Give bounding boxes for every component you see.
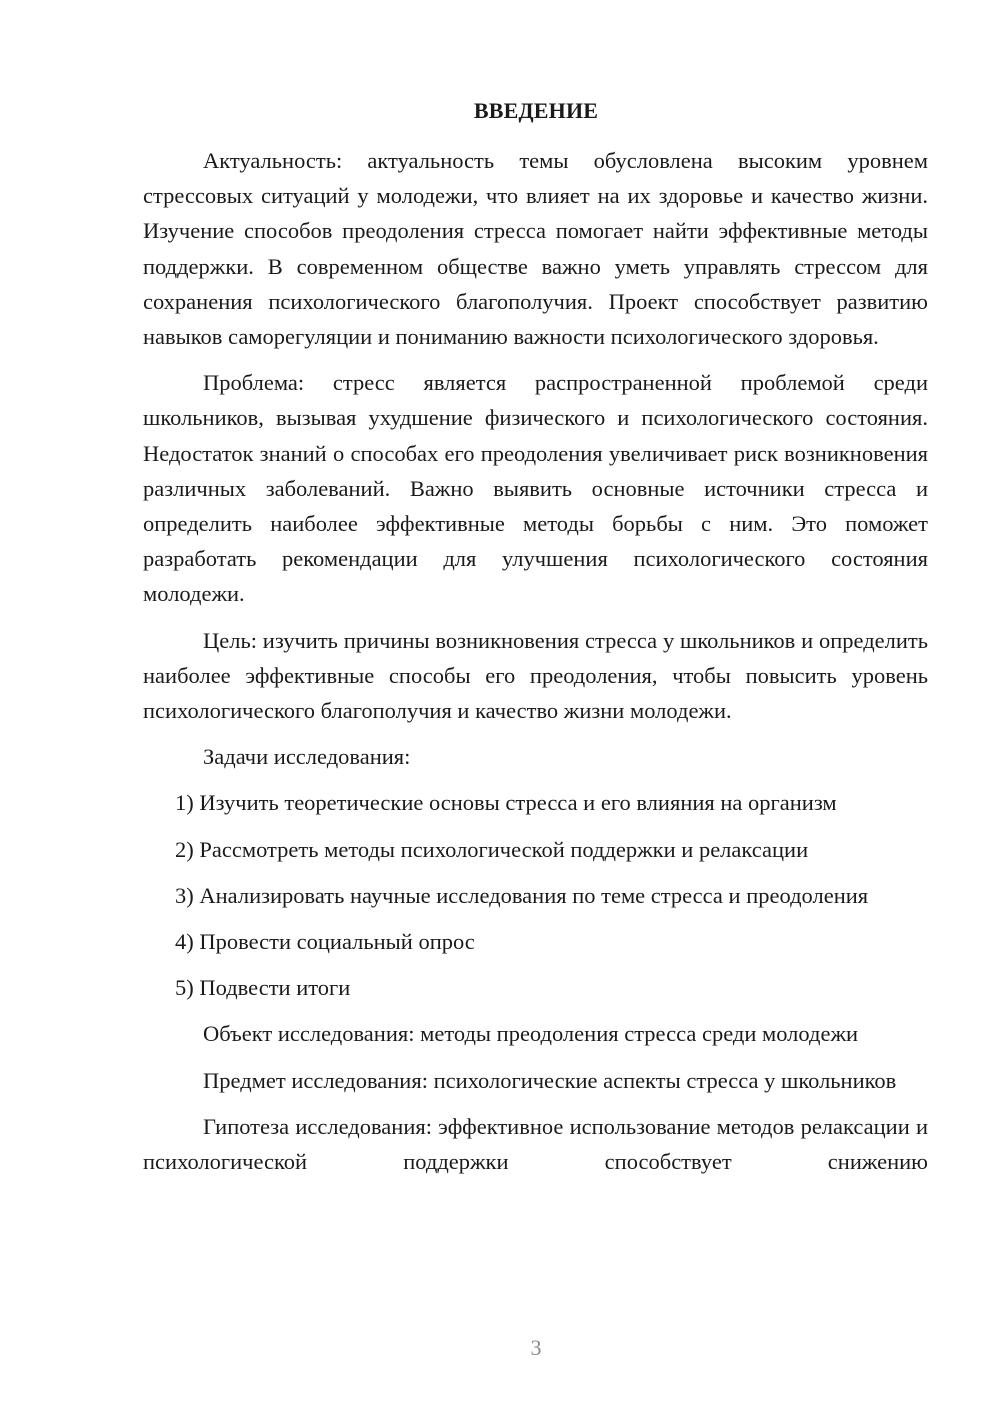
task-item: 5) Подвести итоги [175,975,351,1001]
goal-paragraph: Цель: изучить причины возникновения стресса у школьников и определить наиболее эффективные способы его преодоления, чтобы повысить уровень психологического благополучия и качество жизни молодежи. [143,627,928,724]
problem-paragraph: Проблема: стресс является распространенной проблемой среди школьников, вызывая ухудшение физического и психологического состояния. Недостаток знаний о способах его преодоления увеличивает риск возникновения различных заболеваний. Важно выявить основные источники стресса и определить наиболее эффективные методы борьбы с ним. Это поможет разработать рекомендации для улучшения психологического состояния молодежи. [143,370,928,607]
research-subject: Предмет исследования: психологические аспекты стресса у школьников [203,1067,897,1093]
document-body [143,143,928,1179]
task-item: 1) Изучить теоретические основы стресса и его влияния на организм [175,790,837,816]
tasks-heading: Задачи исследования: [203,744,411,770]
section-title: ВВЕДЕНИЕ [473,98,599,123]
research-object: Объект исследования: методы преодоления стресса среди молодежи [203,1021,859,1047]
page-number: 3 [530,1335,542,1360]
research-hypothesis: Гипотеза исследования: эффективное использование методов релаксации и психологической поддержки способствует снижению [143,1113,928,1175]
task-item: 2) Рассмотреть методы психологической поддержки и релаксации [175,836,809,862]
task-item: 3) Анализировать научные исследования по теме стресса и преодоления [175,882,869,908]
relevance-paragraph: Актуальность: актуальность темы обусловлена высоким уровнем стрессовых ситуаций у молодежи, что влияет на их здоровье и качество жизни. Изучение способов преодоления стресса помогает найти эффективные методы поддержки. В современном обществе важно уметь управлять стрессом для сохранения психологического благополучия. Проект способствует развитию навыков саморегуляции и пониманию важности психологического здоровья. [143,148,928,350]
task-item: 4) Провести социальный опрос [175,929,475,955]
